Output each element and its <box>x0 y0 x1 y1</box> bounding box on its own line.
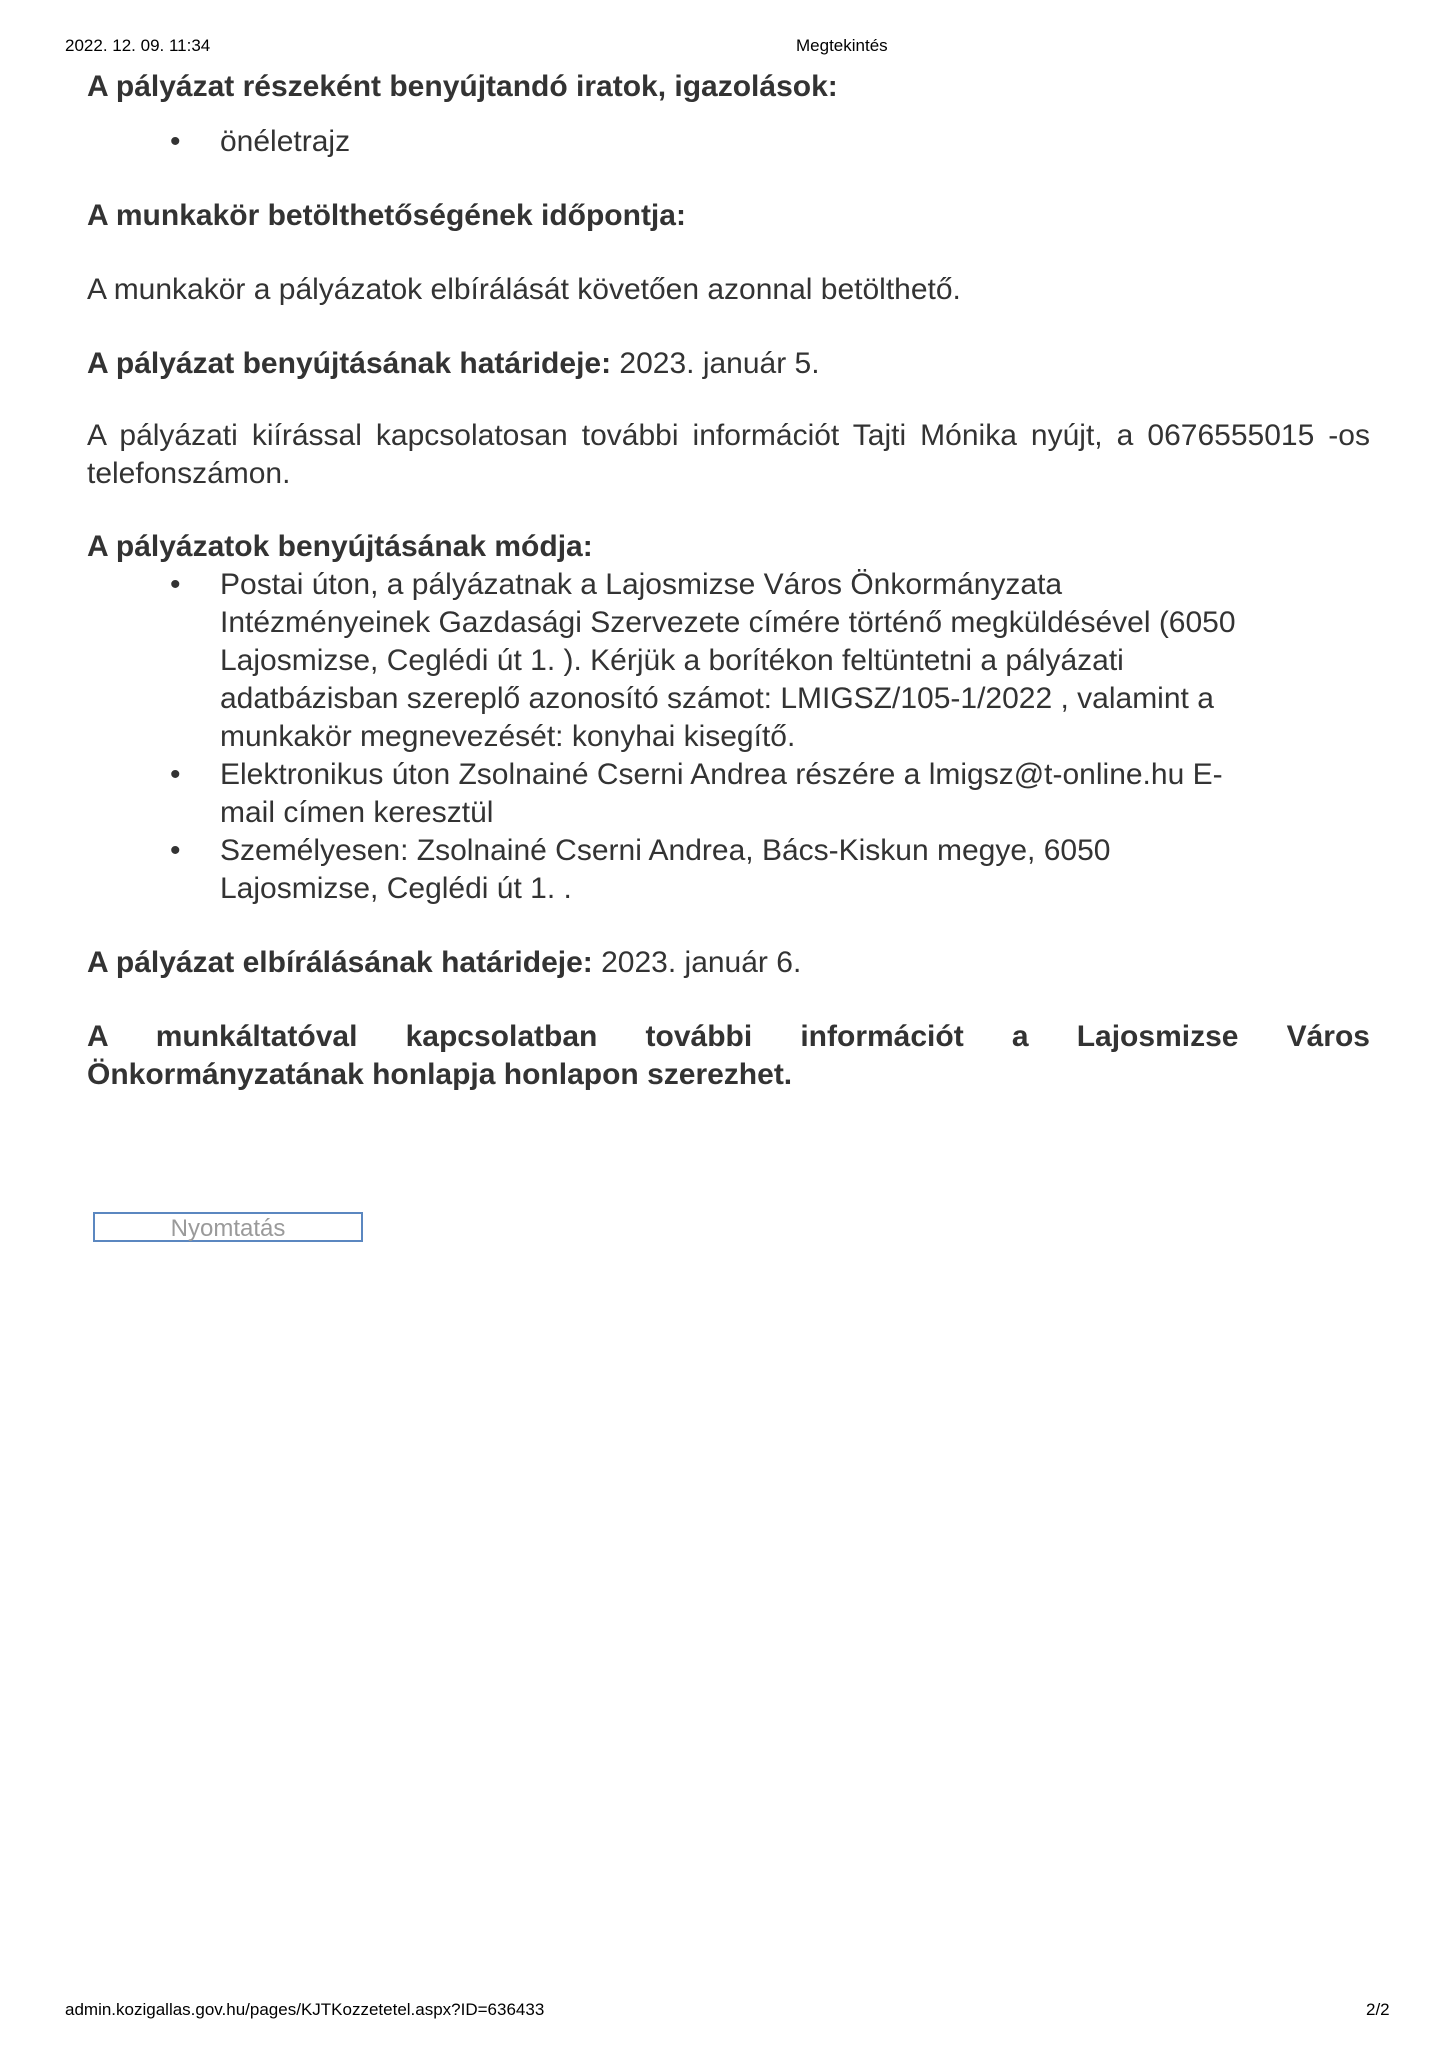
list-item-text: Elektronikus úton Zsolnainé Cserni Andrea részére a lmigsz@t-online.hu E-mail címen keresztül <box>220 758 1223 829</box>
bullet-icon: • <box>170 568 181 601</box>
submission-deadline-value: 2023. január 5. <box>611 347 820 380</box>
submission-method-list <box>87 566 1370 908</box>
list-item <box>87 756 1250 832</box>
bullet-icon: • <box>170 125 181 158</box>
document-body <box>87 68 1370 1094</box>
submission-deadline-label: A pályázat benyújtásának határideje: <box>87 347 612 380</box>
documents-list <box>87 123 1370 161</box>
start-date-heading: A munkakör betölthetőségének időpontja: <box>87 199 686 232</box>
submission-method-heading: A pályázatok benyújtásának módja: <box>87 530 593 563</box>
page-number: 2/2 <box>1366 2000 1390 2019</box>
evaluation-deadline-value: 2023. január 6. <box>592 946 802 979</box>
print-button[interactable]: Nyomtatás <box>93 1212 363 1242</box>
list-item-text: Postai úton, a pályázatnak a Lajosmizse Város Önkormányzata Intézményeinek Gazdasági Szervezete címére történő megküldésével (6050 Lajosmizse, Ceglédi út 1. ). Kérjük a borítékon feltüntetni a pályázati adatbázisban szereplő azonosító számot: LMIGSZ/105-1/2022 , valamint a munkakör megnevezését: konyhai kisegítő. <box>220 568 1236 753</box>
evaluation-deadline <box>87 944 1370 982</box>
contact-info-text: A pályázati kiírással kapcsolatosan további információt Tajti Mónika nyújt, a 0676555015 -os telefonszámon. <box>87 419 1370 490</box>
list-item <box>87 566 1250 756</box>
list-item-text: önéletrajz <box>220 125 351 158</box>
print-datetime: 2022. 12. 09. 11:34 <box>65 36 211 55</box>
print-page-title: Megtekintés <box>796 36 888 55</box>
list-item <box>87 832 1250 908</box>
bullet-icon: • <box>170 758 181 791</box>
list-item <box>87 123 1250 161</box>
start-date-text: A munkakör a pályázatok elbírálását követően azonnal betölthető. <box>87 273 961 306</box>
evaluation-deadline-label: A pályázat elbírálásának határideje: <box>87 946 593 979</box>
list-item-text: Személyesen: Zsolnainé Cserni Andrea, Bács-Kiskun megye, 6050 Lajosmizse, Ceglédi út 1. . <box>220 834 1111 905</box>
page-url: admin.kozigallas.gov.hu/pages/KJTKozzetetel.aspx?ID=636433 <box>65 2000 545 2019</box>
documents-heading: A pályázat részeként benyújtandó iratok, igazolások: <box>87 70 838 103</box>
bullet-icon: • <box>170 834 181 867</box>
submission-deadline <box>87 345 1370 383</box>
employer-info-text: A munkáltatóval kapcsolatban további információt a Lajosmizse Város Önkormányzatának honlapja honlapon szerezhet. <box>87 1020 1370 1091</box>
